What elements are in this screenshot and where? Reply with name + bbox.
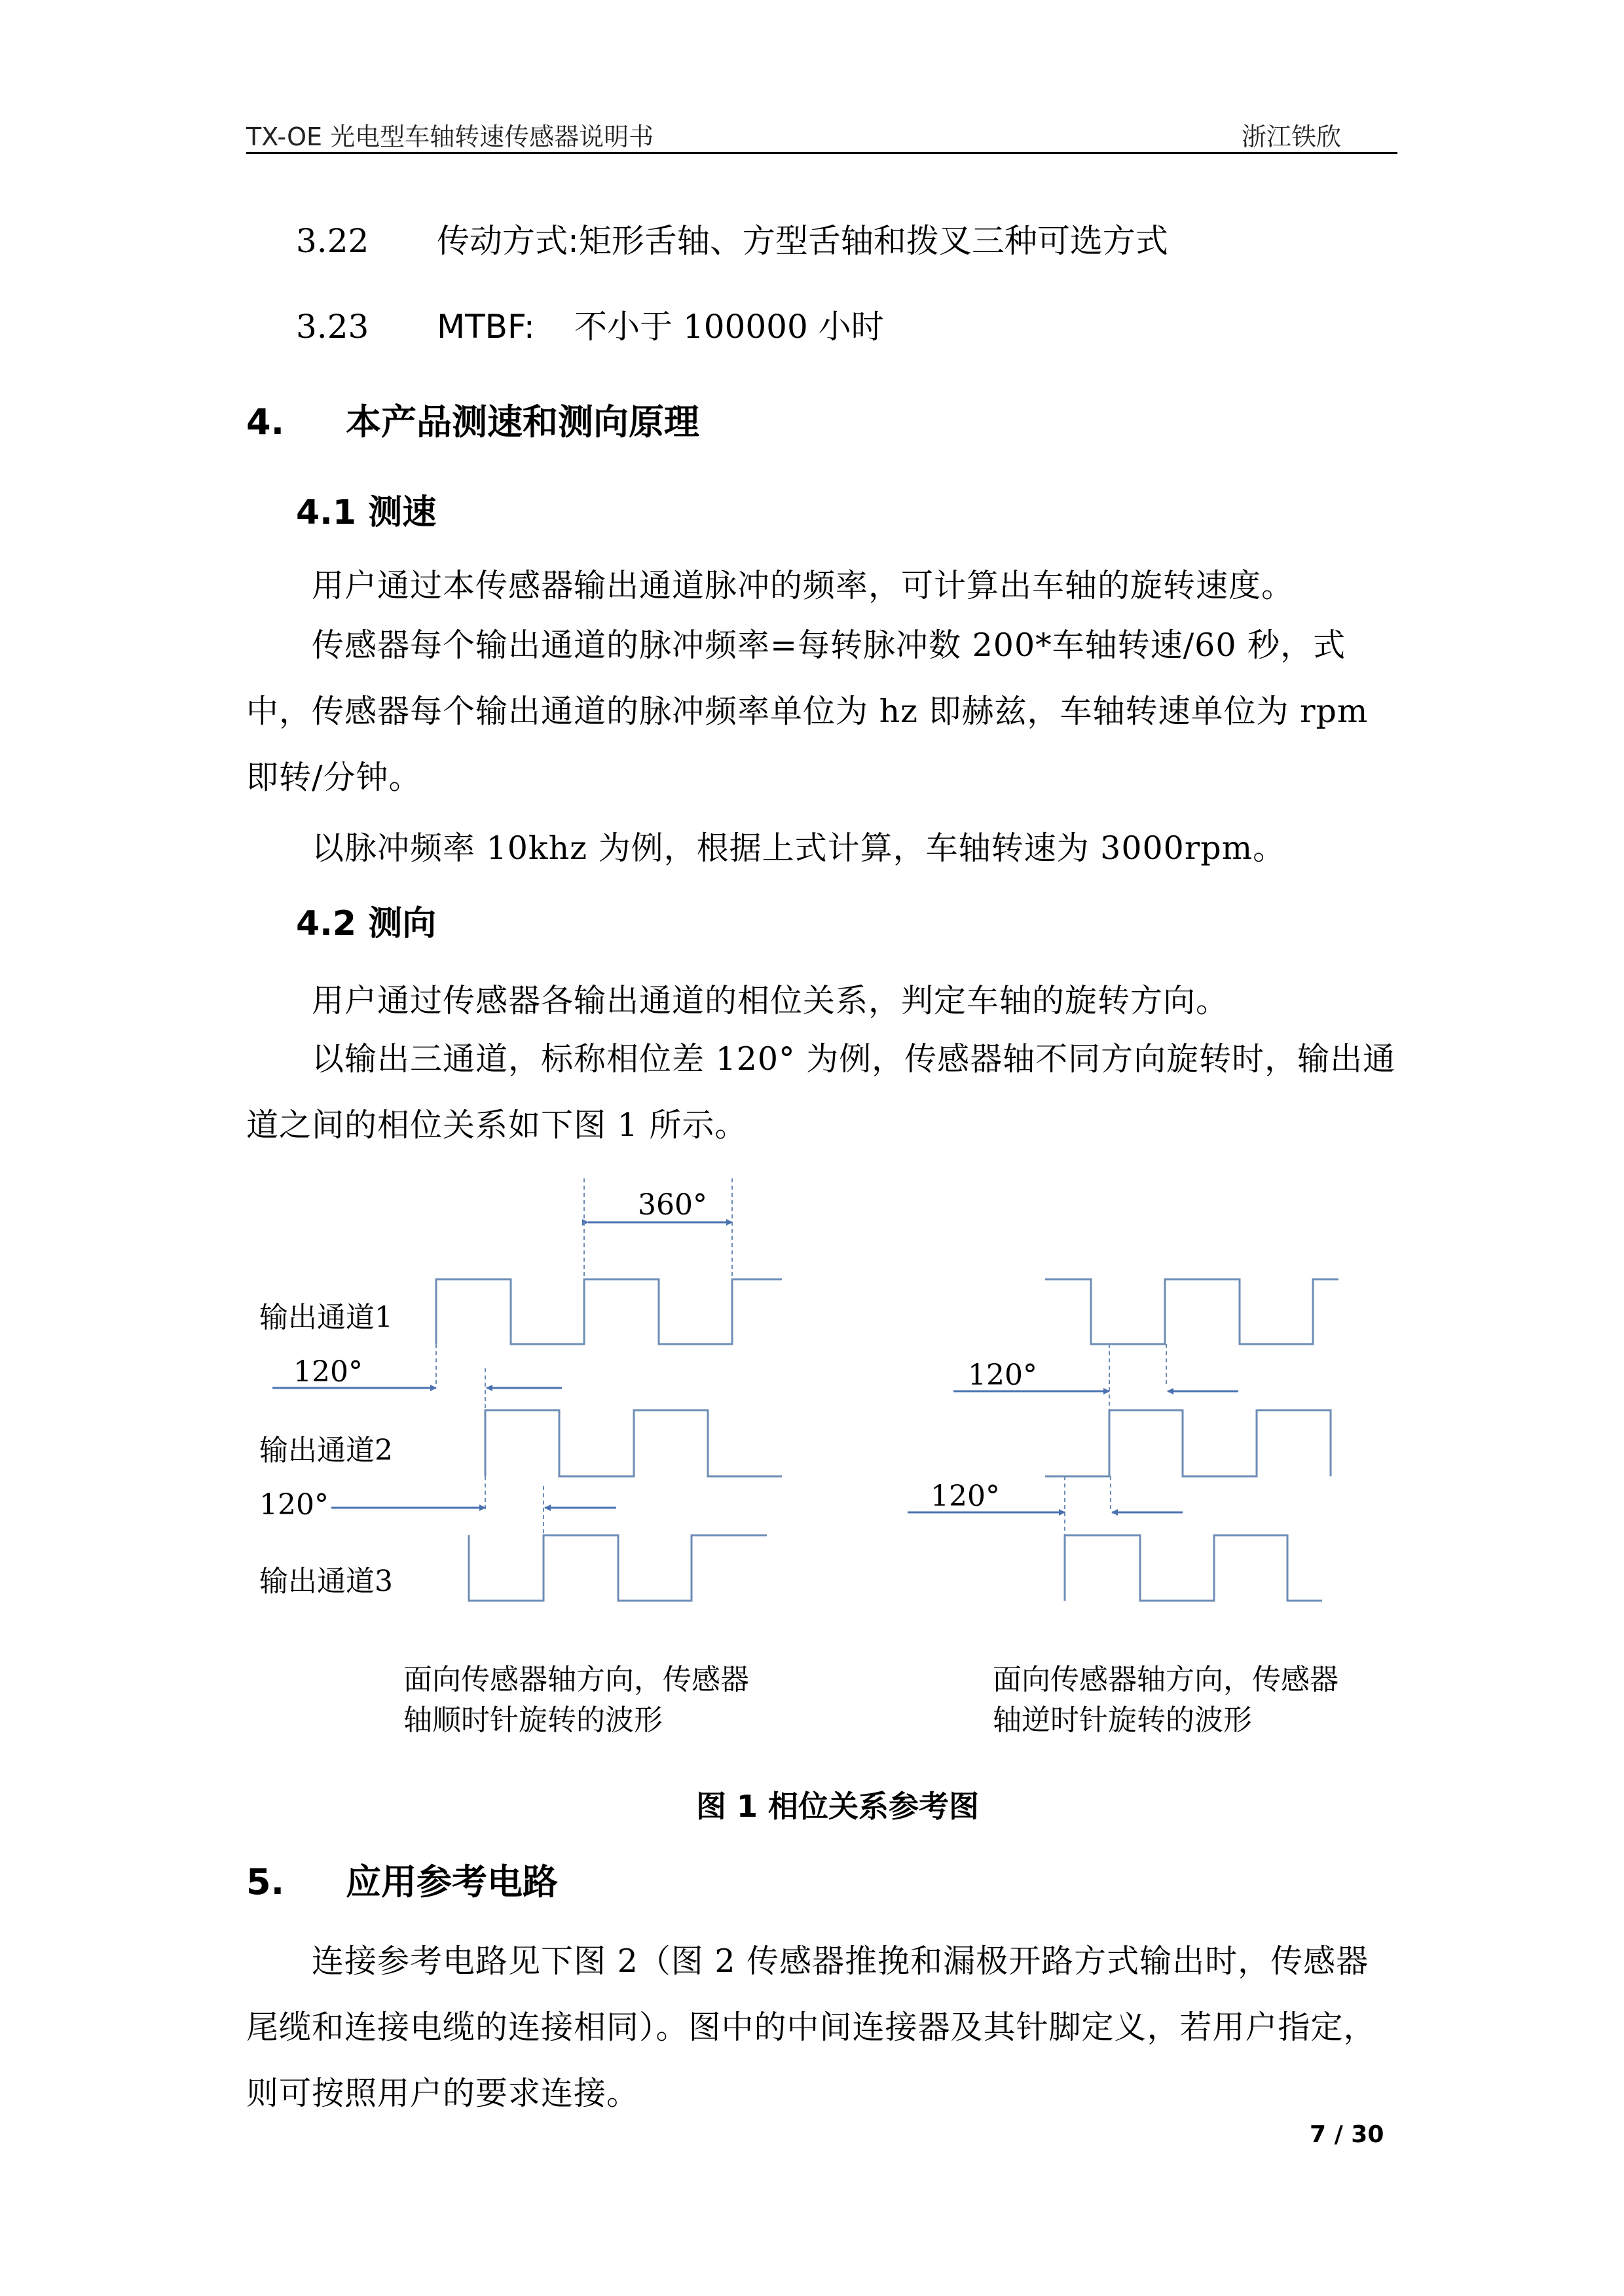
section-title: 本产品测速和测向原理 [346, 401, 699, 443]
paragraph: 连接参考电路见下图 2（图 2 传感器推挽和漏极开路方式输出时，传感器尾缆和连接电缆的连接相同）。图中的中间连接器及其针脚定义，若用户指定，则可按照用户的要求连接。 [246, 1942, 1376, 2112]
paragraph: 以输出三通道，标称相位差 120° 为例，传感器轴不同方向旋转时，输出通道之间的相位关系如下图 1 所示。 [246, 1040, 1396, 1144]
paragraph: 用户通过传感器各输出通道的相位关系，判定车轴的旋转方向。 [312, 982, 1229, 1019]
item-label: 传动方式: [437, 222, 579, 260]
channel-1-label: 输出通道1 [259, 1301, 393, 1334]
header-company: 浙江铁欣 [1242, 122, 1342, 151]
right-channel-1-wave [1045, 1279, 1338, 1344]
right-waveforms [1045, 1279, 1338, 1601]
phase-label-right-1: 120° [968, 1358, 1037, 1392]
item-number: 3.23 [296, 308, 369, 346]
paragraph: 用户通过本传感器输出通道脉冲的频率，可计算出车轴的旋转速度。 [312, 567, 1295, 604]
channel-3-label: 输出通道3 [259, 1565, 393, 1598]
figure-1-caption: 图 1 相位关系参考图 [696, 1789, 980, 1824]
item-text: 不小于 100000 小时 [574, 308, 884, 346]
left-channel-1-wave [436, 1279, 782, 1344]
left-channel-2-wave [485, 1410, 782, 1476]
right-channel-2-wave [1045, 1410, 1331, 1476]
period-label: 360° [638, 1188, 707, 1222]
item-number: 3.22 [296, 222, 369, 260]
left-waveforms [436, 1279, 782, 1601]
section-title: 应用参考电路 [346, 1861, 558, 1903]
item-label: MTBF: [437, 308, 535, 346]
right-waveform-caption-1: 面向传感器轴方向，传感器 [993, 1663, 1338, 1696]
paragraph: 传感器每个输出通道的脉冲频率=每转脉冲数 200*车轴转速/60 秒，式中，传感器每个输出通道的脉冲频率单位为 hz 即赫兹，车轴转速单位为 rpm 即转/分钟。 [246, 627, 1369, 796]
section-5-heading [246, 1854, 558, 1904]
section-4-heading [246, 394, 699, 445]
right-waveform-caption-2: 轴逆时针旋转的波形 [993, 1704, 1252, 1737]
page-number: 7 / 30 [1310, 2121, 1384, 2148]
phase-label-left-1: 120° [293, 1355, 363, 1389]
left-waveform-caption-2: 轴顺时针旋转的波形 [403, 1704, 663, 1737]
channel-2-label: 输出通道2 [259, 1434, 393, 1467]
section-number: 5. [246, 1861, 285, 1903]
right-channel-3-wave [1065, 1535, 1322, 1601]
item-text: 矩形舌轴、方型舌轴和拨叉三种可选方式 [578, 222, 1168, 260]
section-number: 4. [246, 401, 285, 443]
item-3-23 [296, 308, 884, 346]
subsection-4-1-heading: 4.1 测速 [296, 493, 437, 532]
left-waveform-caption-1: 面向传感器轴方向，传感器 [403, 1663, 749, 1696]
header-doc-title: TX-OE 光电型车轴转速传感器说明书 [246, 122, 654, 151]
item-3-22 [296, 222, 1168, 260]
phase-label-left-2: 120° [259, 1488, 329, 1522]
left-channel-3-wave [469, 1535, 767, 1601]
figure-1-phase-diagram [246, 1165, 1397, 1768]
header-rule [246, 152, 1397, 154]
subsection-4-2-heading: 4.2 测向 [296, 904, 437, 943]
phase-label-right-2: 120° [931, 1480, 1000, 1513]
paragraph: 以脉冲频率 10khz 为例，根据上式计算，车轴转速为 3000rpm。 [312, 829, 1286, 867]
